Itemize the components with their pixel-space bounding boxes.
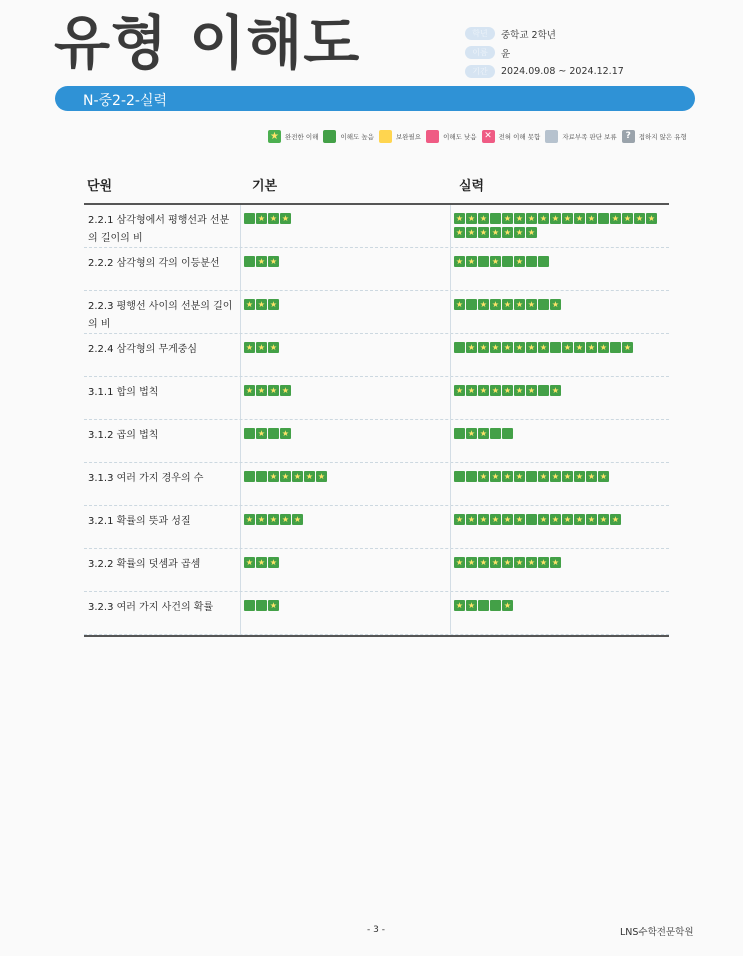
star-complete-icon <box>526 342 537 353</box>
meta-period-value: 2024.09.08 ~ 2024.12.17 <box>501 66 624 77</box>
basic-marks <box>244 256 454 270</box>
star-complete-icon <box>526 557 537 568</box>
course-name: N-중2-2-실력 <box>83 93 168 109</box>
legend-item <box>545 130 616 143</box>
high-understanding-icon <box>256 600 267 611</box>
star-complete-icon <box>538 213 549 224</box>
star-complete-icon <box>280 514 291 525</box>
advanced-marks <box>454 256 664 270</box>
star-complete-icon <box>244 514 255 525</box>
unit-name: 2.2.4 삼각형의 무게중심 <box>84 334 241 376</box>
star-complete-icon <box>268 385 279 396</box>
unit-name: 2.2.2 삼각형의 각의 이등분선 <box>84 248 241 290</box>
star-complete-icon <box>466 385 477 396</box>
star-complete-icon <box>514 342 525 353</box>
star-complete-icon <box>256 342 267 353</box>
star-complete-icon <box>586 471 597 482</box>
star-complete-icon <box>562 213 573 224</box>
high-understanding-icon <box>466 471 477 482</box>
star-complete-icon <box>562 471 573 482</box>
star-complete-icon <box>466 213 477 224</box>
star-complete-icon <box>280 428 291 439</box>
no-understanding-icon <box>482 130 495 143</box>
table-row <box>84 205 669 248</box>
high-understanding-icon <box>490 600 501 611</box>
understanding-table <box>84 165 669 637</box>
star-complete-icon <box>550 557 561 568</box>
star-complete-icon <box>574 213 585 224</box>
star-complete-icon <box>466 227 477 238</box>
star-complete-icon <box>514 213 525 224</box>
star-complete-icon <box>502 342 513 353</box>
star-complete-icon <box>550 471 561 482</box>
high-understanding-icon <box>454 342 465 353</box>
basic-cell <box>241 506 451 548</box>
star-complete-icon <box>502 227 513 238</box>
legend-label: 완전한 이해 <box>285 133 319 141</box>
advanced-marks <box>454 385 664 399</box>
high-understanding-icon <box>502 428 513 439</box>
high-understanding-icon <box>538 385 549 396</box>
basic-marks <box>244 428 454 442</box>
advanced-cell <box>451 506 669 548</box>
legend-item <box>323 130 373 143</box>
table-row <box>84 506 669 549</box>
basic-cell <box>241 377 451 419</box>
meta-name-value: 윤 <box>501 48 511 60</box>
star-complete-icon <box>268 600 279 611</box>
star-complete-icon <box>598 342 609 353</box>
basic-cell <box>241 291 451 333</box>
star-complete-icon <box>244 385 255 396</box>
advanced-marks <box>454 342 664 356</box>
legend-label: 보완필요 <box>395 133 422 141</box>
column-header-basic: 기본 <box>252 178 278 194</box>
star-complete-icon <box>586 213 597 224</box>
star-complete-icon <box>268 299 279 310</box>
high-understanding-icon <box>244 471 255 482</box>
basic-marks <box>244 299 454 313</box>
advanced-cell <box>451 549 669 591</box>
basic-marks <box>244 385 454 399</box>
star-complete-icon <box>244 342 255 353</box>
high-understanding-icon <box>454 471 465 482</box>
star-complete-icon <box>454 385 465 396</box>
basic-cell <box>241 248 451 290</box>
table-row <box>84 334 669 377</box>
star-complete-icon <box>256 557 267 568</box>
page-number: - 3 - <box>367 925 385 935</box>
star-complete-icon <box>256 256 267 267</box>
advanced-cell <box>451 248 669 290</box>
table-bottom-rule <box>84 635 669 637</box>
basic-marks <box>244 471 454 485</box>
meta-name-label: 이름 <box>465 46 495 59</box>
meta-grade-label: 학년 <box>465 27 495 40</box>
star-complete-icon <box>454 227 465 238</box>
high-understanding-icon <box>244 213 255 224</box>
legend-item <box>482 130 541 143</box>
star-complete-icon <box>244 557 255 568</box>
star-complete-icon <box>454 557 465 568</box>
high-understanding-icon <box>478 256 489 267</box>
high-understanding-icon <box>454 428 465 439</box>
star-complete-icon <box>574 471 585 482</box>
legend-item <box>379 130 421 143</box>
basic-marks <box>244 557 454 571</box>
legend-label: 자료부족 판단 보류 <box>562 133 617 141</box>
legend-label: 이해도 낮음 <box>443 133 477 141</box>
unit-name: 2.2.1 삼각형에서 평행선과 선분의 길이의 비 <box>84 205 241 247</box>
advanced-marks <box>454 213 664 241</box>
low-understanding-icon <box>426 130 439 143</box>
star-complete-icon <box>490 227 501 238</box>
page-title: 유형 이해도 <box>54 9 361 77</box>
star-complete-icon <box>490 557 501 568</box>
star-complete-icon <box>466 557 477 568</box>
star-complete-icon <box>466 342 477 353</box>
table-header <box>84 165 669 205</box>
star-complete-icon <box>280 213 291 224</box>
high-understanding-icon <box>256 471 267 482</box>
advanced-cell <box>451 377 669 419</box>
basic-cell <box>241 592 451 634</box>
star-complete-icon <box>622 213 633 224</box>
basic-cell <box>241 420 451 462</box>
star-complete-icon <box>478 428 489 439</box>
advanced-cell <box>451 463 669 505</box>
high-understanding-icon <box>502 256 513 267</box>
table-row <box>84 463 669 506</box>
unit-name: 3.2.1 확률의 뜻과 성질 <box>84 506 241 548</box>
legend-label: 전혀 이해 못함 <box>498 133 541 141</box>
star-complete-icon <box>490 385 501 396</box>
high-understanding-icon <box>244 428 255 439</box>
star-complete-icon <box>586 514 597 525</box>
legend-label: 이해도 높음 <box>340 133 374 141</box>
advanced-cell <box>451 420 669 462</box>
star-complete-icon <box>478 213 489 224</box>
basic-cell <box>241 334 451 376</box>
star-complete-icon <box>292 514 303 525</box>
star-complete-icon <box>514 557 525 568</box>
advanced-marks <box>454 557 664 571</box>
high-understanding-icon <box>538 256 549 267</box>
star-complete-icon <box>466 600 477 611</box>
star-complete-icon <box>502 514 513 525</box>
star-complete-icon <box>562 514 573 525</box>
basic-cell <box>241 463 451 505</box>
star-complete-icon <box>268 342 279 353</box>
star-complete-icon <box>478 514 489 525</box>
insufficient-data-icon <box>545 130 558 143</box>
star-complete-icon <box>478 471 489 482</box>
high-understanding-icon <box>323 130 336 143</box>
column-header-advanced: 실력 <box>459 178 485 194</box>
star-complete-icon <box>256 428 267 439</box>
star-complete-icon <box>478 557 489 568</box>
star-complete-icon <box>514 227 525 238</box>
star-complete-icon <box>490 256 501 267</box>
star-complete-icon <box>478 227 489 238</box>
high-understanding-icon <box>550 342 561 353</box>
star-complete-icon <box>538 514 549 525</box>
legend-item <box>622 130 687 143</box>
unit-name: 3.1.1 합의 법칙 <box>84 377 241 419</box>
star-complete-icon <box>490 514 501 525</box>
star-complete-icon <box>646 213 657 224</box>
star-complete-icon <box>586 342 597 353</box>
needs-supplement-icon <box>379 130 392 143</box>
unit-name: 3.2.2 확률의 덧셈과 곱셈 <box>84 549 241 591</box>
meta-period <box>465 62 624 81</box>
star-complete-icon <box>550 213 561 224</box>
star-complete-icon <box>490 471 501 482</box>
star-complete-icon <box>598 471 609 482</box>
star-complete-icon <box>466 514 477 525</box>
star-complete-icon <box>256 514 267 525</box>
unanswered-type-icon: ? <box>622 130 635 143</box>
basic-cell <box>241 205 451 247</box>
star-complete-icon <box>538 471 549 482</box>
table-body <box>84 205 669 635</box>
high-understanding-icon <box>490 428 501 439</box>
star-complete-icon <box>268 557 279 568</box>
star-complete-icon <box>490 299 501 310</box>
star-complete-icon <box>634 213 645 224</box>
star-complete-icon <box>550 385 561 396</box>
star-complete-icon <box>454 514 465 525</box>
table-row <box>84 377 669 420</box>
advanced-marks <box>454 514 664 528</box>
star-complete-icon <box>514 299 525 310</box>
unit-name: 3.2.3 여러 가지 사건의 확률 <box>84 592 241 634</box>
star-complete-icon <box>466 428 477 439</box>
high-understanding-icon <box>598 213 609 224</box>
basic-marks <box>244 342 454 356</box>
star-complete-icon <box>550 514 561 525</box>
table-row <box>84 592 669 635</box>
legend-item <box>268 130 318 143</box>
star-complete-icon <box>502 385 513 396</box>
star-complete-icon <box>526 227 537 238</box>
meta-period-label: 기간 <box>465 65 495 78</box>
advanced-cell <box>451 334 669 376</box>
star-complete-icon <box>574 514 585 525</box>
star-complete-icon <box>268 514 279 525</box>
star-complete-icon <box>538 557 549 568</box>
meta-name <box>465 43 624 62</box>
student-meta <box>465 24 624 81</box>
star-complete-icon <box>268 213 279 224</box>
star-complete-icon <box>526 385 537 396</box>
star-complete-icon <box>502 471 513 482</box>
star-complete-icon <box>502 600 513 611</box>
high-understanding-icon <box>490 213 501 224</box>
star-complete-icon <box>610 213 621 224</box>
star-complete-icon <box>478 299 489 310</box>
advanced-cell <box>451 592 669 634</box>
star-complete-icon <box>514 514 525 525</box>
star-complete-icon <box>268 471 279 482</box>
star-complete-icon <box>622 342 633 353</box>
star-complete-icon <box>256 299 267 310</box>
star-complete-icon <box>454 213 465 224</box>
advanced-marks <box>454 428 664 442</box>
table-row <box>84 549 669 592</box>
unit-name: 3.1.2 곱의 법칙 <box>84 420 241 462</box>
star-complete-icon <box>292 471 303 482</box>
star-complete-icon <box>268 130 281 143</box>
high-understanding-icon <box>526 471 537 482</box>
star-complete-icon <box>316 471 327 482</box>
star-complete-icon <box>514 385 525 396</box>
star-complete-icon <box>244 299 255 310</box>
star-complete-icon <box>280 471 291 482</box>
basic-marks <box>244 213 454 227</box>
high-understanding-icon <box>268 428 279 439</box>
high-understanding-icon <box>244 600 255 611</box>
advanced-cell <box>451 205 669 247</box>
star-complete-icon <box>598 514 609 525</box>
star-complete-icon <box>268 256 279 267</box>
legend-item <box>426 130 476 143</box>
legend-label: 접하지 않은 유형 <box>638 133 687 141</box>
star-complete-icon <box>256 385 267 396</box>
table-row <box>84 291 669 334</box>
high-understanding-icon <box>610 342 621 353</box>
basic-marks <box>244 514 454 528</box>
advanced-marks <box>454 600 664 614</box>
academy-name: LNS수학전문학원 <box>620 927 694 938</box>
star-complete-icon <box>466 256 477 267</box>
star-complete-icon <box>304 471 315 482</box>
high-understanding-icon <box>526 256 537 267</box>
star-complete-icon <box>514 471 525 482</box>
star-complete-icon <box>454 600 465 611</box>
star-complete-icon <box>490 342 501 353</box>
advanced-marks <box>454 299 664 313</box>
star-complete-icon <box>280 385 291 396</box>
star-complete-icon <box>256 213 267 224</box>
star-complete-icon <box>502 299 513 310</box>
meta-grade-value: 중학교 2학년 <box>501 29 556 41</box>
star-complete-icon <box>454 299 465 310</box>
meta-grade <box>465 24 624 43</box>
star-complete-icon <box>478 342 489 353</box>
high-understanding-icon <box>478 600 489 611</box>
advanced-marks <box>454 471 664 485</box>
table-row <box>84 248 669 291</box>
star-complete-icon <box>514 256 525 267</box>
basic-marks <box>244 600 454 614</box>
star-complete-icon <box>478 385 489 396</box>
high-understanding-icon <box>244 256 255 267</box>
column-header-unit: 단원 <box>87 178 113 194</box>
unit-name: 3.1.3 여러 가지 경우의 수 <box>84 463 241 505</box>
high-understanding-icon <box>526 514 537 525</box>
unit-name: 2.2.3 평행선 사이의 선분의 길이의 비 <box>84 291 241 333</box>
star-complete-icon <box>610 514 621 525</box>
star-complete-icon <box>574 342 585 353</box>
star-complete-icon <box>526 213 537 224</box>
star-complete-icon <box>562 342 573 353</box>
star-complete-icon <box>502 557 513 568</box>
star-complete-icon <box>526 299 537 310</box>
basic-cell <box>241 549 451 591</box>
high-understanding-icon <box>466 299 477 310</box>
course-banner <box>55 86 695 111</box>
star-complete-icon <box>502 213 513 224</box>
legend <box>268 130 692 143</box>
advanced-cell <box>451 291 669 333</box>
table-row <box>84 420 669 463</box>
high-understanding-icon <box>538 299 549 310</box>
star-complete-icon <box>550 299 561 310</box>
star-complete-icon <box>538 342 549 353</box>
star-complete-icon <box>454 256 465 267</box>
